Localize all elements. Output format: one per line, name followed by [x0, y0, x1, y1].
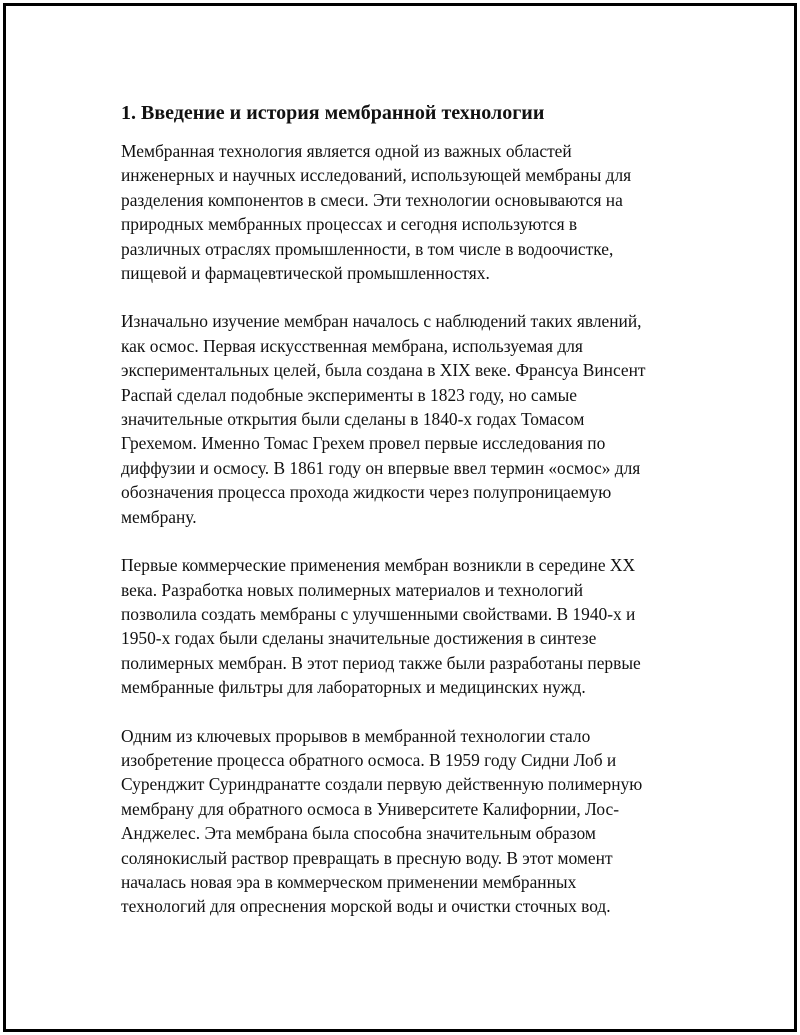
text-line: Распай сделал подобные эксперименты в 1823 году, но самые	[121, 384, 577, 405]
text-line: Одним из ключевых прорывов в мембранной технологии стало	[121, 725, 591, 746]
paragraph-history	[121, 309, 691, 529]
text-line: мембранные фильтры для лабораторных и медицинских нужд.	[121, 677, 586, 698]
page-frame	[3, 3, 797, 1032]
text-line: различных отраслях промышленности, в том числе в водоочистке,	[121, 238, 614, 259]
section-title: 1. Введение и история мембранной технологии	[121, 102, 545, 124]
text-line: как осмос. Первая искусственная мембрана, используемая для	[121, 335, 583, 356]
text-line: века. Разработка новых полимерных материалов и технологий	[121, 579, 584, 600]
text-line: изобретение процесса обратного осмоса. В 1959 году Сидни Лоб и	[121, 749, 617, 770]
text-line: экспериментальных целей, была создана в XIX веке. Франсуа Винсент	[121, 360, 646, 381]
text-line: значительные открытия были сделаны в 1840-х годах Томасом	[121, 409, 585, 430]
text-line: мембрану.	[121, 506, 197, 527]
text-line: позволила создать мембраны с улучшенными свойствами. В 1940-х и	[121, 603, 636, 624]
text-line: технологий для опреснения морской воды и очистки сточных вод.	[121, 896, 611, 917]
text-line: началась новая эра в коммерческом применении мембранных	[121, 871, 577, 892]
text-line: пищевой и фармацевтической промышленностях.	[121, 263, 490, 284]
text-line: Мембранная технология является одной из важных областей	[121, 141, 572, 161]
text-line: мембрану для обратного осмоса в Университете Калифорнии, Лос-	[121, 798, 620, 819]
text-line: Анджелес. Эта мембрана была способна значительным образом	[121, 823, 596, 844]
text-line: 1950-х годах были сделаны значительные достижения в синтезе	[121, 628, 597, 649]
text-line: диффузии и осмосу. В 1861 году он впервые ввел термин «осмос» для	[121, 457, 641, 478]
paragraph-commercial	[121, 553, 691, 699]
text-line: природных мембранных процессах и сегодня используются в	[121, 214, 578, 235]
paragraph-intro	[121, 139, 691, 285]
text-line: Грехемом. Именно Томас Грехем провел первые исследования по	[121, 433, 606, 454]
text-line: Суренджит Суриндранатте создали первую действенную полимерную	[121, 774, 643, 795]
text-line: полимерных мембран. В этот период также были разработаны первые	[121, 652, 641, 673]
text-line: обозначения процесса прохода жидкости через полупроницаемую	[121, 482, 612, 503]
text-line: инженерных и научных исследований, использующей мембраны для	[121, 165, 632, 186]
text-line: Первые коммерческие применения мембран возникли в середине XX	[121, 555, 636, 576]
text-line: разделения компонентов в смеси. Эти технологии основываются на	[121, 189, 623, 210]
text-line: солянокислый раствор превращать в пресную воду. В этот момент	[121, 847, 613, 868]
document-body	[121, 99, 691, 943]
paragraph-reverse-osmosis	[121, 724, 691, 919]
text-line: Изначально изучение мембран началось с наблюдений таких явлений,	[121, 311, 642, 332]
